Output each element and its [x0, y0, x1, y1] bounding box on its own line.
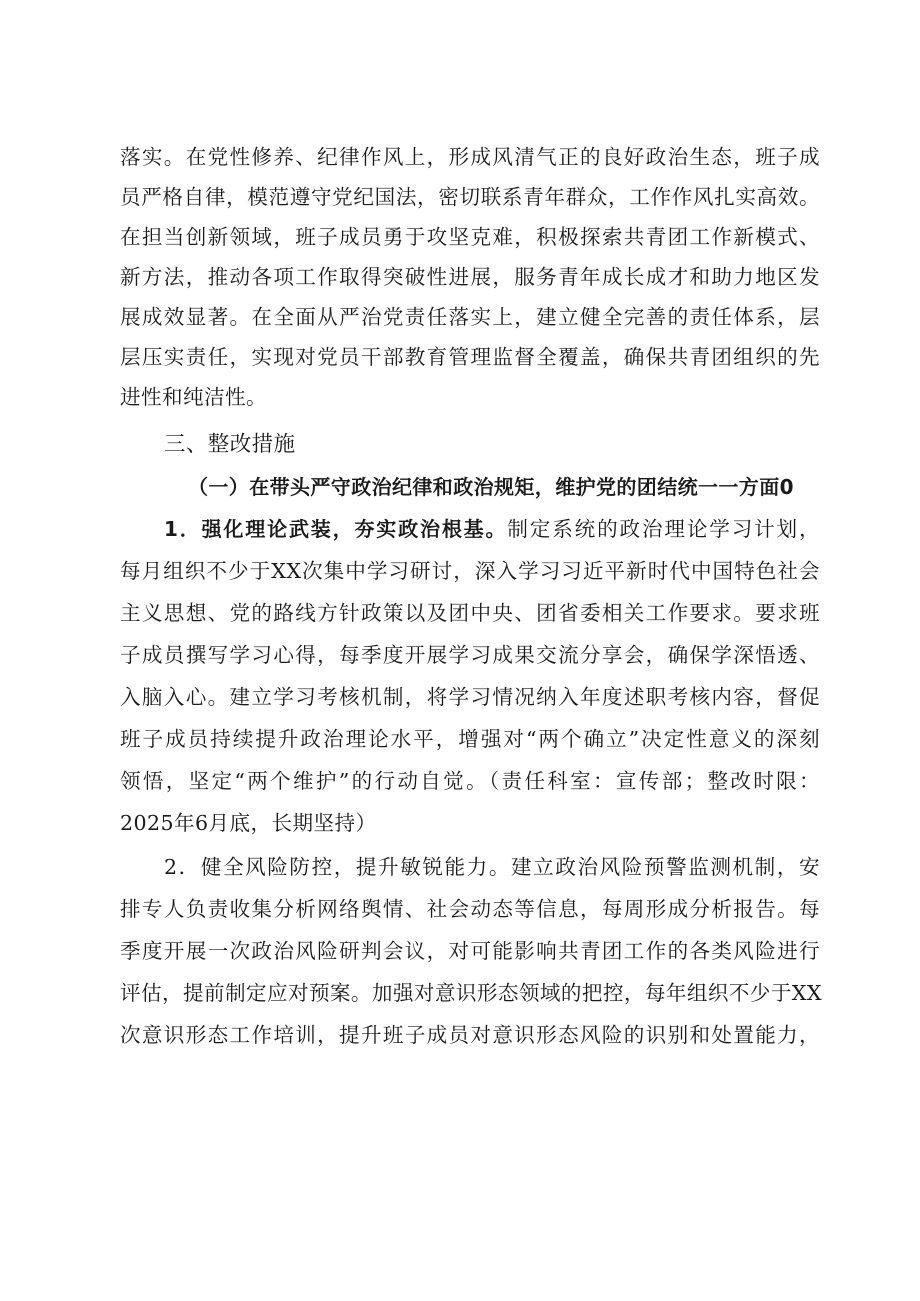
item-1-first-line [164, 509, 820, 549]
subsection-heading: （一）在带头严守政治纪律和政治规矩，维护党的团结统一一方面0 [188, 475, 794, 499]
paragraph-line: 主义思想、党的路线方针政策以及团中央、团省委相关工作要求。要求班 [120, 601, 820, 625]
paragraph-line: 季度开展一次政治风险研判会议，对可能影响共青团工作的各类风险进行 [120, 939, 820, 963]
paragraph-line: 班子成员持续提升政治理论水平，增强对“两个确立”决定性意义的深刻 [120, 727, 820, 751]
item-1-lead: 1．强化理论武装，夯实政治根基。 [164, 517, 508, 541]
paragraph-line: 层压实责任，实现对党员干部教育管理监督全覆盖，确保共青团组织的先 [120, 345, 820, 369]
paragraph-line: 领悟，坚定“两个维护”的行动自觉。（责任科室：宣传部；整改时限： [120, 769, 820, 793]
item-1-first-line-rest: 制定系统的政治理论学习计划， [507, 517, 820, 541]
paragraph-line: 评估，提前制定应对预案。加强对意识形态领域的把控，每年组织不少于XX [120, 981, 822, 1005]
paragraph-line: 2025年6月底，长期坚持） [120, 811, 377, 835]
paragraph-line: 每月组织不少于XX次集中学习研讨，深入学习习近平新时代中国特色社会 [120, 559, 820, 583]
paragraph-line: 2．健全风险防控，提升敏锐能力。建立政治风险预警监测机制，安 [164, 855, 820, 879]
paragraph-line: 落实。在党性修养、纪律作风上，形成风清气正的良好政治生态，班子成 [120, 145, 820, 169]
paragraph-line: 展成效显著。在全面从严治党责任落实上，建立健全完善的责任体系，层 [120, 305, 820, 329]
paragraph-line: 子成员撰写学习心得，每季度开展学习成果交流分享会，确保学深悟透、 [120, 643, 820, 667]
paragraph-line: 新方法，推动各项工作取得突破性进展，服务青年成长成才和助力地区发 [120, 265, 820, 289]
paragraph-line: 入脑入心。建立学习考核机制，将学习情况纳入年度述职考核内容，督促 [120, 685, 820, 709]
paragraph-line: 次意识形态工作培训，提升班子成员对意识形态风险的识别和处置能力， [120, 1023, 820, 1047]
paragraph-line: 进性和纯洁性。 [120, 385, 267, 409]
paragraph-line: 在担当创新领域，班子成员勇于攻坚克难，积极探索共青团工作新模式、 [120, 225, 820, 249]
paragraph-line: 排专人负责收集分析网络舆情、社会动态等信息，每周形成分析报告。每 [120, 897, 820, 921]
section-heading: 三、整改措施 [164, 432, 296, 457]
paragraph-line: 员严格自律，模范遵守党纪国法，密切联系青年群众，工作作风扎实高效。 [120, 185, 820, 209]
